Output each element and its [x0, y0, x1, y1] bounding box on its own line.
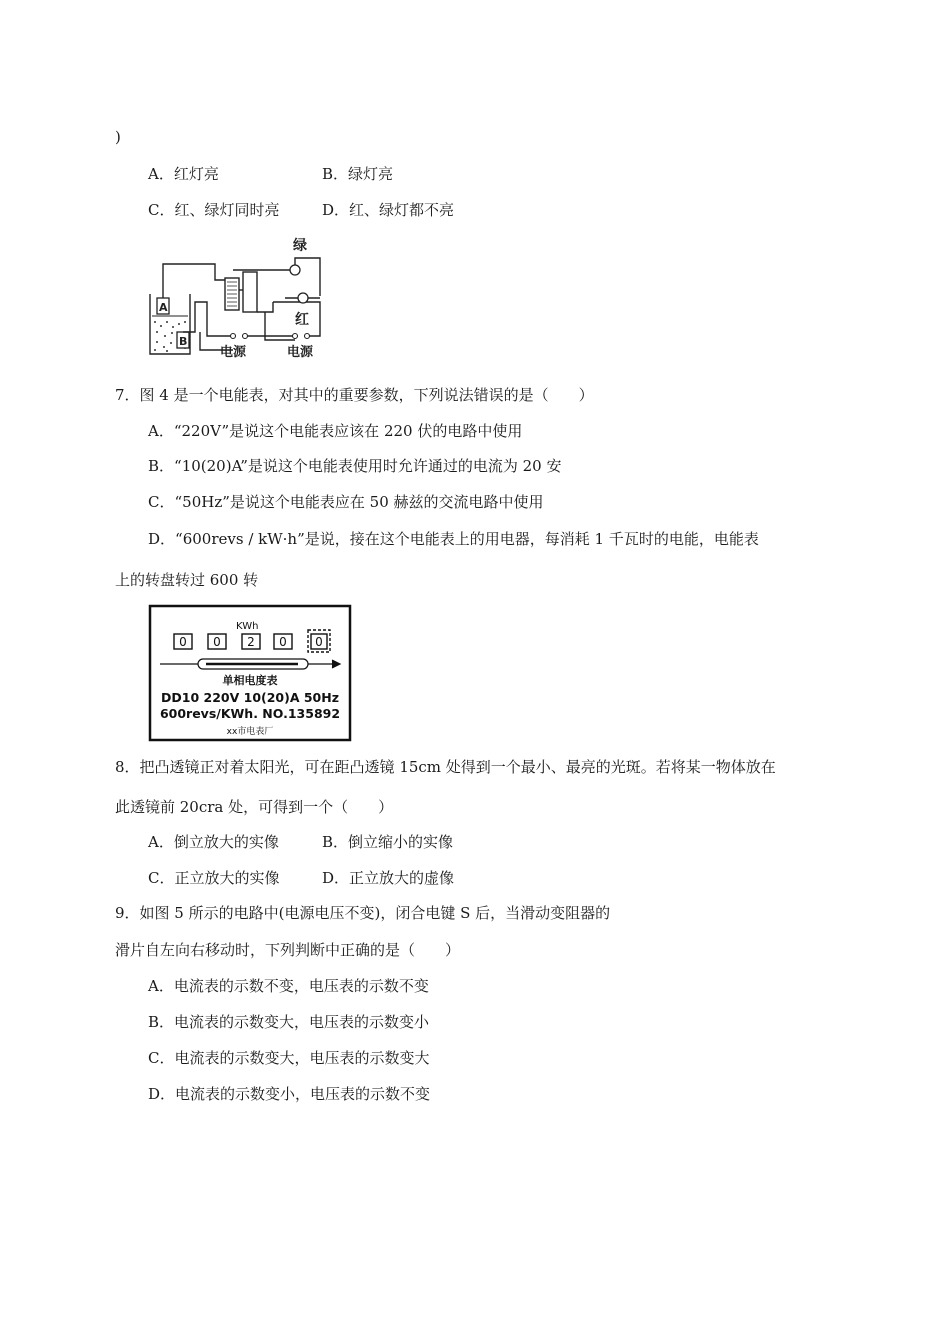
q8-option-c: C．正立放大的实像: [148, 869, 280, 887]
q7-option-b: B．“10(20)A”是说这个电能表使用时允许通过的电流为 20 安: [148, 457, 562, 475]
q7-option-a: A．“220V”是说这个电能表应该在 220 伏的电路中使用: [148, 422, 523, 440]
q8-option-a: A．倒立放大的实像: [148, 833, 279, 851]
power-source-label-2: 电源: [287, 345, 314, 360]
q6-option-d: D．红、绿灯都不亮: [322, 201, 455, 219]
red-lamp-label: 红: [295, 312, 309, 328]
green-lamp-label: 绿: [293, 238, 307, 254]
q9-stem-line1: 9．如图 5 所示的电路中(电源电压不变)，闭合电键 S 后，当滑动变阻器的: [115, 904, 611, 922]
q6-option-c: C．红、绿灯同时亮: [148, 201, 280, 219]
meter-digit-3: 2: [247, 635, 255, 649]
meter-spec-2: 600revs/KWh. NO.135892: [159, 706, 341, 721]
q6-option-a: A．红灯亮: [148, 165, 219, 183]
prev-question-end: ): [115, 128, 121, 146]
meter-digit-2: 0: [213, 635, 221, 649]
q8-stem-line2: 此透镜前 20cra 处，可得到一个（ ）: [115, 798, 394, 816]
meter-unit: KWh: [236, 621, 259, 632]
q7-option-d-line2: 上的转盘转过 600 转: [115, 571, 259, 589]
meter-digit-1: 0: [179, 635, 187, 649]
power-source-label-1: 电源: [220, 345, 247, 360]
q6-option-b: B．绿灯亮: [322, 165, 394, 183]
q9-stem-line2: 滑片自左向右移动时，下列判断中正确的是（ ）: [115, 941, 461, 959]
electrode-b-label: B: [179, 335, 188, 348]
q7-option-d-line1: D．“600revs / kW·h”是说，接在这个电能表上的用电器，每消耗 1 千瓦时的电能，电能表: [148, 530, 759, 548]
q7-option-c: C．“50Hz”是说这个电能表应在 50 赫兹的交流电路中使用: [148, 493, 544, 511]
q8-option-b: B．倒立缩小的实像: [322, 833, 454, 851]
meter-spec-1: DD10 220V 10(20)A 50Hz: [161, 690, 339, 705]
meter-digit-4: 0: [279, 635, 287, 649]
q9-option-c: C．电流表的示数变大，电压表的示数变大: [148, 1049, 430, 1067]
q9-option-a: A．电流表的示数不变，电压表的示数不变: [148, 977, 429, 995]
q8-option-d: D．正立放大的虚像: [322, 869, 455, 887]
meter-maker: xx市电表厂: [226, 727, 274, 737]
q8-stem-line1: 8．把凸透镜正对着太阳光，可在距凸透镜 15cm 处得到一个最小、最亮的光斑。若将某一物体放在: [115, 758, 776, 776]
meter-digit-5: 0: [315, 635, 323, 649]
q9-option-d: D．电流表的示数变小，电压表的示数不变: [148, 1085, 431, 1103]
alarm-circuit-figure: [145, 232, 335, 360]
q7-stem: 7．图 4 是一个电能表，对其中的重要参数，下列说法错误的是（ ）: [115, 386, 594, 404]
electrode-a-label: A: [159, 301, 168, 314]
q9-option-b: B．电流表的示数变大，电压表的示数变小: [148, 1013, 430, 1031]
electricity-meter-figure: [148, 604, 353, 742]
meter-name: 单相电度表: [222, 674, 278, 687]
